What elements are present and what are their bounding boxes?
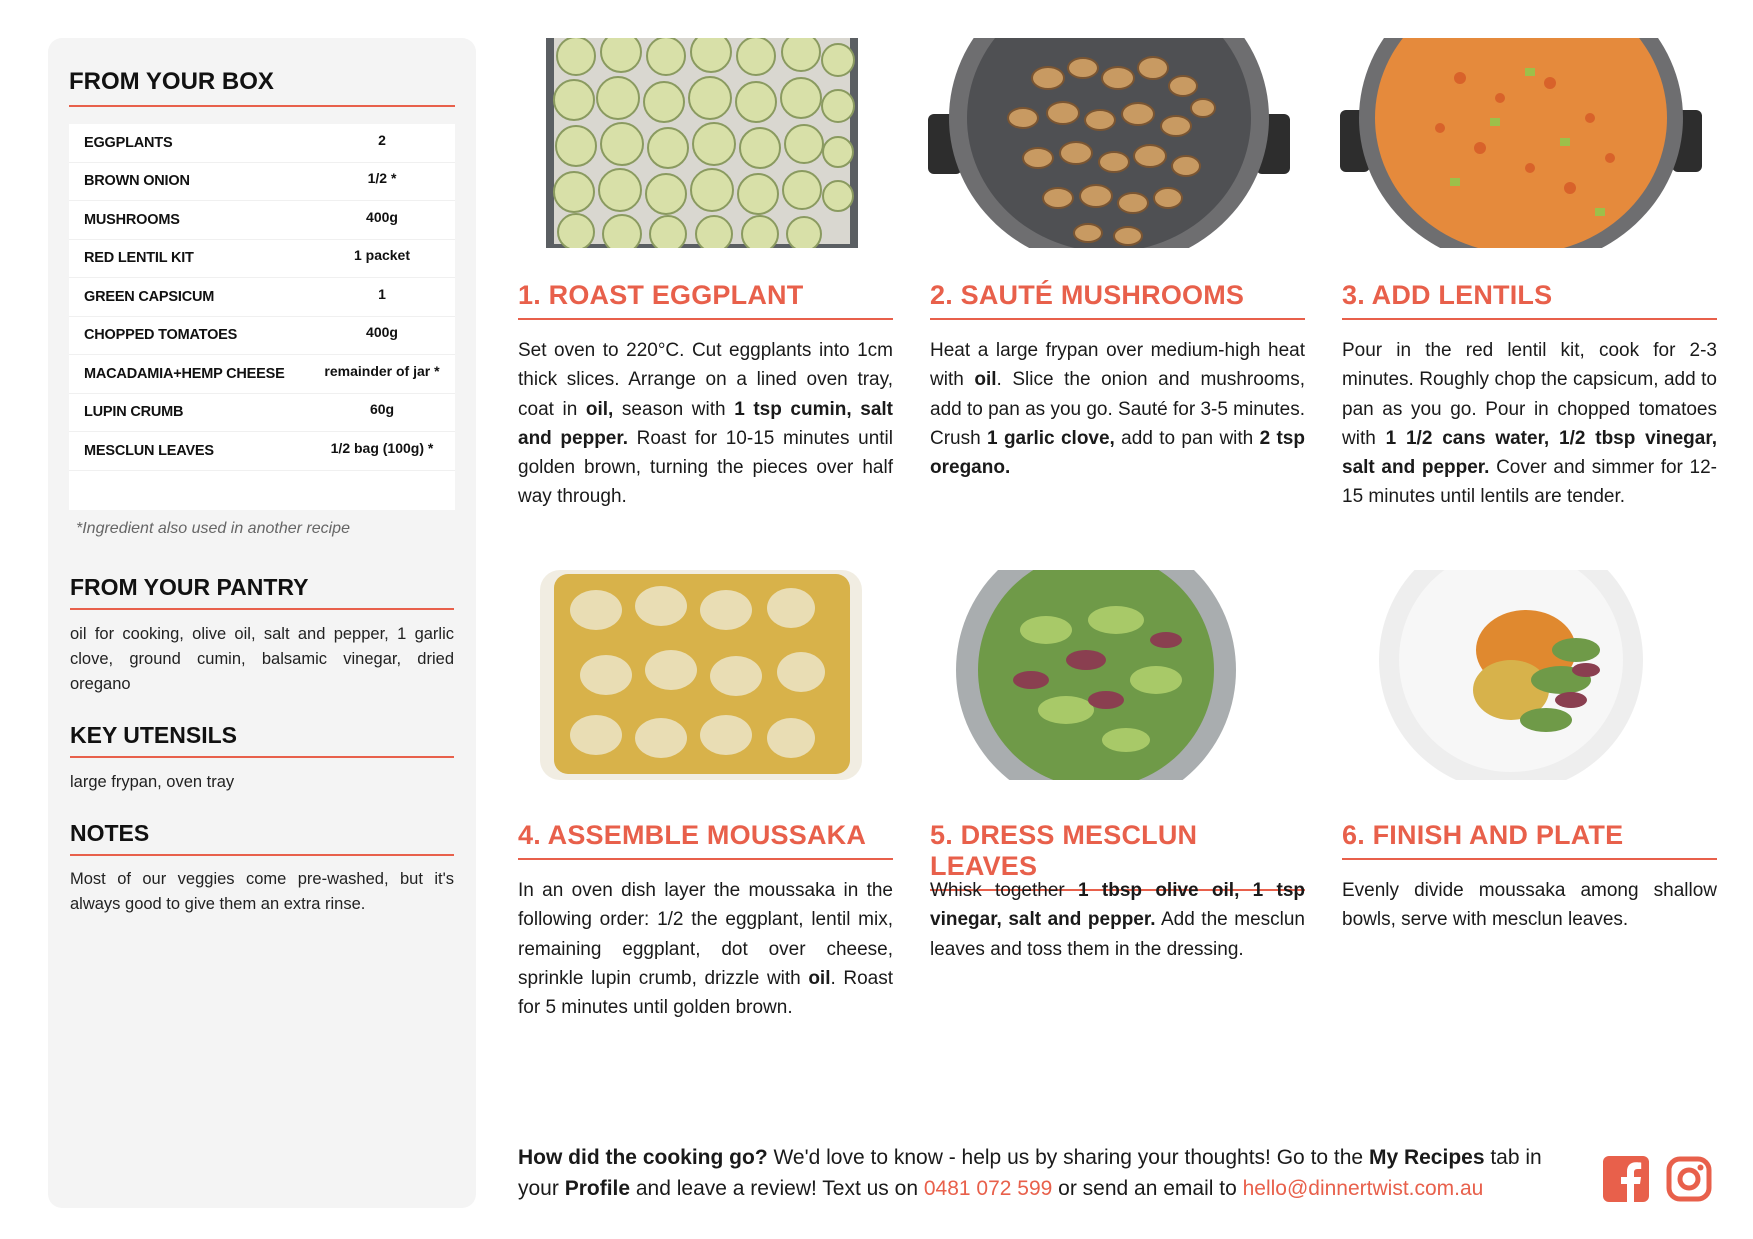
step-5-text bbox=[930, 876, 1305, 964]
saute-mushrooms-image bbox=[928, 38, 1290, 248]
step-2-title: 2. SAUTÉ MUSHROOMS bbox=[930, 280, 1305, 320]
add-lentils-image bbox=[1340, 38, 1702, 248]
text-run: Add the mesclun leaves and toss them in the dressing. bbox=[930, 909, 1305, 960]
text-run: In an oven dish layer the moussaka in the following order: 1/2 the eggplant, lentil mix, remaining eggplant, dot over cheese, sprinkle lupin crumb, drizzle with bbox=[518, 880, 893, 989]
text-run: Evenly divide moussaka among shallow bowls, serve with mesclun leaves. bbox=[1342, 880, 1717, 931]
utensils-text: large frypan, oven tray bbox=[70, 773, 235, 791]
text-run: How did the cooking go? bbox=[518, 1146, 768, 1169]
text-run: 2 tsp oregano. bbox=[930, 427, 1305, 479]
pantry-title: FROM YOUR PANTRY bbox=[70, 574, 454, 610]
ingredients-sidebar bbox=[48, 38, 476, 1208]
text-run: Cover and simmer for 12-15 minutes until lentils are tender. bbox=[1342, 457, 1717, 508]
text-run: 1 tbsp olive oil, 1 tsp vinegar, salt and pepper. bbox=[930, 880, 1306, 931]
step-2-text bbox=[930, 336, 1305, 482]
dress-mesclun-image bbox=[956, 570, 1236, 780]
facebook-icon[interactable] bbox=[1603, 1156, 1649, 1202]
ingredient-row bbox=[69, 355, 455, 394]
step-5-title: 5. DRESS MESCLUN LEAVES bbox=[930, 820, 1305, 891]
step-4-text bbox=[518, 876, 893, 1022]
ingredient-name: MUSHROOMS bbox=[84, 211, 180, 228]
text-run: oil bbox=[974, 369, 997, 391]
text-run: Profile bbox=[564, 1177, 631, 1200]
ingredient-qty: 60g bbox=[369, 401, 395, 418]
footnote: *Ingredient also used in another recipe bbox=[76, 520, 350, 537]
ingredient-qty: remainder of jar * bbox=[324, 362, 440, 379]
text-run: Heat a large frypan over medium-high heat with bbox=[930, 340, 1305, 391]
ingredient-qty: 1 packet bbox=[353, 247, 411, 264]
text-run: Set oven to 220°C. Cut eggplants into 1cm thick slices. Arrange on a lined oven tray, coat in bbox=[518, 340, 893, 420]
ingredient-qty: 1/2 bag (100g) * bbox=[330, 439, 434, 456]
text-run: season with bbox=[613, 398, 735, 420]
ingredient-qty: 2 bbox=[378, 131, 386, 148]
pantry-text: oil for cooking, olive oil, salt and pepper, 1 garlic clove, ground cumin, balsamic vinegar, dried oregano bbox=[70, 625, 454, 693]
ingredients-table bbox=[69, 124, 455, 510]
text-run[interactable]: hello@dinnertwist.com.au bbox=[1242, 1177, 1484, 1200]
notes-title: NOTES bbox=[70, 820, 454, 856]
text-run: We'd love to know - help us by sharing your thoughts! Go to the bbox=[767, 1146, 1369, 1169]
notes-text: Most of our veggies come pre-washed, but it's always good to give them an extra rinse. bbox=[70, 870, 454, 913]
feedback-footer bbox=[518, 1142, 1578, 1204]
assemble-moussaka-image bbox=[536, 570, 866, 780]
ingredient-qty: 1 bbox=[378, 285, 386, 302]
text-run: Whisk together bbox=[930, 880, 1079, 901]
ingredient-qty: 400g bbox=[366, 208, 398, 225]
box-title: FROM YOUR BOX bbox=[69, 68, 455, 107]
text-run: 1 tsp cumin, salt and pepper. bbox=[518, 398, 893, 449]
roast-eggplant-image bbox=[546, 38, 858, 248]
ingredient-row bbox=[69, 201, 455, 240]
text-run: 1 garlic clove, bbox=[987, 427, 1115, 449]
ingredient-row bbox=[69, 163, 455, 202]
utensils-title: KEY UTENSILS bbox=[70, 722, 454, 758]
step-1-title: 1. ROAST EGGPLANT bbox=[518, 280, 893, 320]
step-1-text bbox=[518, 336, 893, 512]
ingredient-name: LUPIN CRUMB bbox=[84, 404, 184, 421]
text-run: add to pan with bbox=[1114, 427, 1260, 449]
ingredient-qty: 400g bbox=[366, 324, 398, 341]
finish-plate-image bbox=[1376, 570, 1646, 780]
ingredient-name: GREEN CAPSICUM bbox=[84, 288, 215, 305]
text-run: Roast for 10-15 minutes until golden brown, turning the pieces over half way through. bbox=[518, 427, 893, 508]
text-run: and leave a review! Text us on bbox=[630, 1177, 924, 1200]
text-run: or send an email to bbox=[1052, 1177, 1243, 1200]
text-run: My Recipes bbox=[1368, 1146, 1485, 1169]
ingredient-row bbox=[69, 240, 455, 279]
text-run: oil, bbox=[585, 398, 614, 420]
text-run: tab in your bbox=[518, 1146, 1542, 1200]
ingredient-name: MESCLUN LEAVES bbox=[84, 442, 214, 459]
ingredient-name: CHOPPED TOMATOES bbox=[84, 327, 238, 344]
instagram-icon[interactable] bbox=[1666, 1156, 1712, 1202]
text-run: Pour in the red lentil kit, cook for 2-3 minutes. Roughly chop the capsicum, add to pan as you go. Pour in chopped tomatoes with bbox=[1342, 340, 1717, 449]
step-4-title: 4. ASSEMBLE MOUSSAKA bbox=[518, 820, 893, 860]
ingredient-qty: 1/2 * bbox=[367, 170, 397, 187]
text-run: . Slice the onion and mushrooms, add to pan as you go. Sauté for 3-5 minutes. Crush bbox=[930, 369, 1305, 449]
step-3-text bbox=[1342, 336, 1717, 512]
ingredient-row bbox=[69, 432, 455, 471]
step-6-title: 6. FINISH AND PLATE bbox=[1342, 820, 1717, 860]
ingredient-name: MACADAMIA+HEMP CHEESE bbox=[84, 365, 285, 382]
ingredient-name: BROWN ONION bbox=[84, 173, 190, 190]
ingredient-row bbox=[69, 394, 455, 433]
ingredient-name: EGGPLANTS bbox=[84, 134, 173, 151]
text-run: 1 1/2 cans water, 1/2 tbsp vinegar, salt and pepper. bbox=[1342, 427, 1717, 479]
ingredient-row bbox=[69, 317, 455, 356]
text-run: oil bbox=[808, 967, 831, 989]
step-3-title: 3. ADD LENTILS bbox=[1342, 280, 1717, 320]
ingredient-name: RED LENTIL KIT bbox=[84, 250, 194, 267]
text-run: . Roast for 5 minutes until golden brown. bbox=[518, 967, 894, 1019]
text-run[interactable]: 0481 072 599 bbox=[923, 1177, 1053, 1200]
ingredient-row bbox=[69, 124, 455, 163]
step-6-text bbox=[1342, 876, 1717, 935]
ingredient-row bbox=[69, 278, 455, 317]
